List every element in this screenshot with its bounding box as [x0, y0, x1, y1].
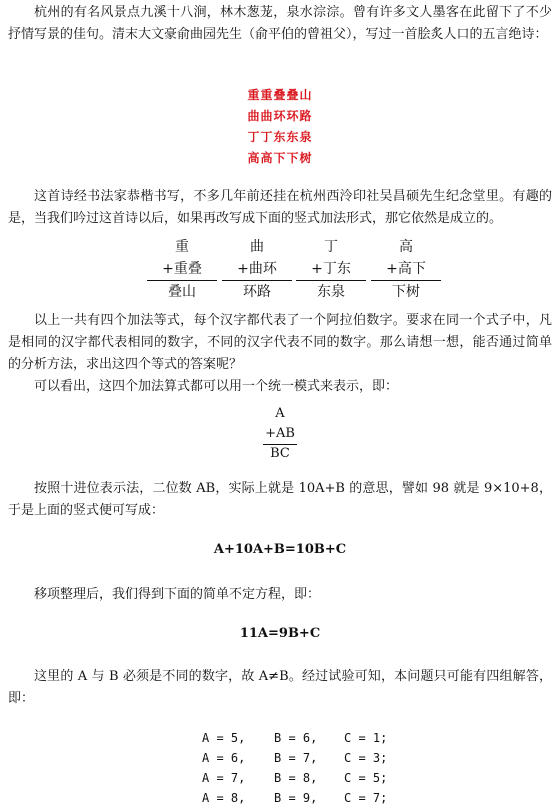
poem-line-3: 丁丁东东泉 [247, 130, 313, 144]
solution-a: A = 5, [202, 731, 246, 745]
addition-1-top: 重 [175, 239, 189, 255]
addition-1-addend: +重叠 [147, 258, 217, 281]
solution-b: B = 6, [274, 731, 318, 745]
addition-1 [147, 236, 217, 303]
equation-1: A+10A+B=10B+C [213, 542, 347, 557]
general-addend: +AB [263, 424, 297, 445]
solution-b: B = 8, [274, 771, 318, 785]
solution-a: A = 7, [202, 771, 246, 785]
solution-c: C = 1; [344, 731, 388, 745]
solution-c: C = 5; [344, 771, 388, 785]
poem-line-2: 曲曲环环路 [247, 109, 313, 123]
addition-4-sum: 下树 [392, 284, 420, 300]
addition-4-addend: +高下 [371, 258, 441, 281]
intro-paragraph: 杭州的有名风景点九溪十八涧，林木葱茏，泉水淙淙。曾有许多文人墨客在此留下了不少抒情写景的佳句。清末大文豪俞曲园先生（俞平伯的曾祖父），写过一首脍炙人口的五言绝诗： [8, 5, 552, 42]
addition-3-sum: 东泉 [317, 284, 345, 300]
solution-b: B = 7, [274, 751, 318, 765]
solutions-paragraph: 这里的 A 与 B 必须是不同的数字，故 A≠B。经过试验可知，本问题只可能有四组解答，即： [8, 669, 552, 706]
solution-row [202, 748, 387, 768]
solution-row [202, 788, 387, 808]
addition-3-addend: +丁东 [296, 258, 366, 281]
calligraphy-paragraph: 这首诗经书法家恭楷书写，不多几年前还挂在杭州西泠印社吴昌硕先生纪念堂里。有趣的是，当我们吟过这首诗以后，如果再改写成下面的竖式加法形式，那它依然是成立的。 [8, 189, 552, 226]
poem-line-1: 重重叠叠山 [247, 88, 313, 102]
addition-3-top: 丁 [324, 239, 338, 255]
poem [0, 85, 560, 169]
solution-c: C = 7; [344, 791, 388, 805]
addition-4-top: 高 [399, 239, 413, 255]
general-top: A [275, 406, 285, 421]
solution-row [202, 728, 387, 748]
addition-2-sum: 环路 [243, 284, 271, 300]
addition-2-addend: +曲环 [222, 258, 292, 281]
addition-2-top: 曲 [250, 239, 264, 255]
equation-2: 11A=9B+C [239, 626, 321, 641]
rearrange-paragraph: 移项整理后，我们得到下面的简单不定方程，即： [34, 587, 321, 602]
addition-4 [371, 236, 441, 303]
addition-1-sum: 叠山 [168, 284, 196, 300]
solutions-list [202, 728, 387, 808]
addition-3 [296, 236, 366, 303]
decimal-paragraph: 按照十进位表示法，二位数 AB，实际上就是 10A+B 的意思，譬如 98 就是 9×10+8，于是上面的竖式便可写成： [8, 481, 552, 518]
general-sum: BC [270, 446, 290, 461]
solution-c: C = 3; [344, 751, 388, 765]
addition-2 [222, 236, 292, 303]
solution-row [202, 768, 387, 788]
solution-a: A = 6, [202, 751, 246, 765]
poem-line-4: 高高下下树 [247, 151, 313, 165]
rules-paragraph: 以上一共有四个加法等式，每个汉字都代表了一个阿拉伯数字。要求在同一个式子中，凡是相同的汉字都代表相同的数字，不同的汉字代表不同的数字。那么请想一想，能否通过简单的分析方法，求出这四个等式的答案呢？ [8, 313, 552, 372]
solution-a: A = 8, [202, 791, 246, 805]
general-formula [0, 404, 560, 464]
pattern-paragraph: 可以看出，这四个加法算式都可以用一个统一模式来表示，即： [34, 379, 399, 394]
solution-b: B = 9, [274, 791, 318, 805]
